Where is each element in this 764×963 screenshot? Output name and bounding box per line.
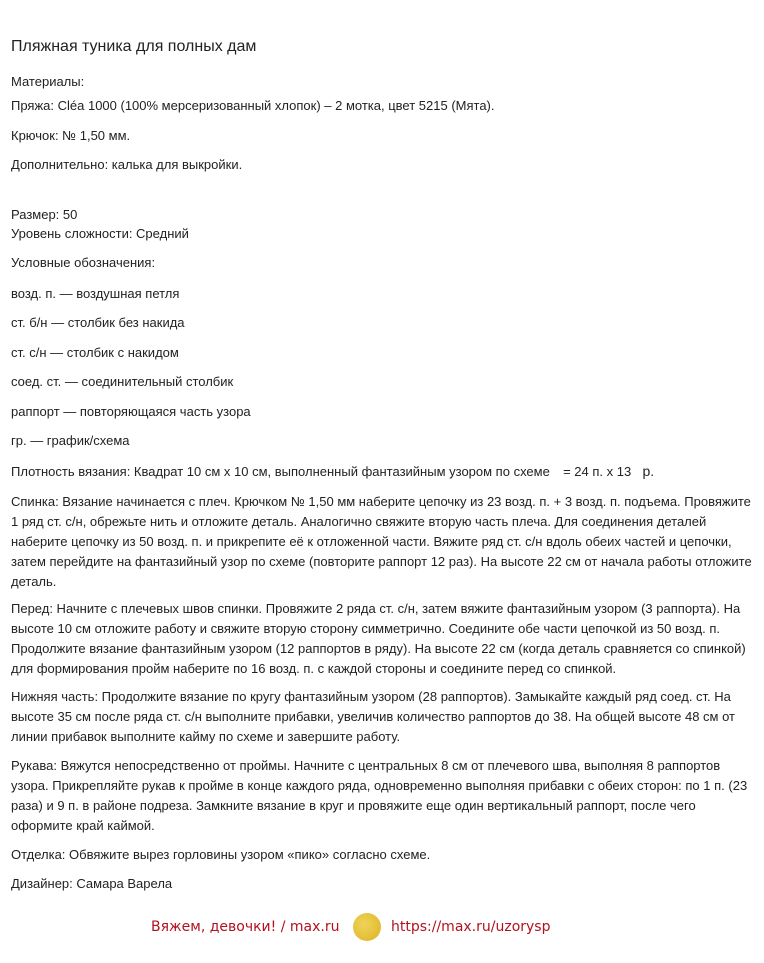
front-paragraph: Перед: Начните с плечевых швов спинки. Провяжите 2 ряда ст. с/н, затем вяжите фантазийным узором (3 раппорта). На высоте 10 см отложите работу и свяжите вторую сторону симметрично. Соедините обе части цепочкой из 50 возд. п. Продолжите вязание фантазийным узором (12 раппортов в ряду). На высоте 22 см (когда деталь сравняется со спинкой) для формирования пройм наберите по 16 возд. п. с каждой стороны и соедините перед со спинкой. xyxy=(11,601,746,676)
yarn-line: Пряжа: Cléa 1000 (100% мерсеризованный хлопок) – 2 мотка, цвет 5215 (Мята). xyxy=(11,98,495,113)
designer-line: Дизайнер: Самара Варела xyxy=(11,876,173,891)
extra-line: Дополнительно: калька для выкройки. xyxy=(11,157,243,172)
legend-item: гр. — график/схема xyxy=(11,433,130,448)
size-line: Размер: 50 xyxy=(11,207,78,222)
density-line xyxy=(11,463,654,480)
density-text: Плотность вязания: Квадрат 10 см х 10 см, выполненный фантазийным узором по схеме xyxy=(11,464,550,479)
legend-item: возд. п. — воздушная петля xyxy=(11,286,180,301)
density-unit: р. xyxy=(642,463,655,479)
legend-heading: Условные обозначения: xyxy=(11,255,156,270)
legend-item: раппорт — повторяющаяся часть узора xyxy=(11,404,251,419)
bottom-paragraph: Нижняя часть: Продолжите вязание по кругу фантазийным узором (28 раппортов). Замыкайте каждый ряд соед. ст. На высоте 35 см после ряда ст. с/н выполните прибавки, увеличив количество раппортов до 38. На общей высоте 48 см от линии прибавок выполните кайму по схеме и завершите работу. xyxy=(11,689,735,744)
legend-item: ст. с/н — столбик с накидом xyxy=(11,345,179,360)
back-paragraph: Спинка: Вязание начинается с плеч. Крючком № 1,50 мм наберите цепочку из 23 возд. п. + 3 возд. п. подъема. Провяжите 1 ряд ст. с/н, обрежьте нить и отложите деталь. Аналогично свяжите вторую часть плеча. Для соединения деталей наберите цепочку из 50 возд. п. и прикрепите её к отложенной части. Вяжите ряд ст. с/н вдоль обеих частей и цепочки, затем перейдите на фантазийный узор по схеме (повторите раппорт 12 раз). На высоте 22 см от начала работы отложите деталь. xyxy=(11,494,752,589)
sleeves-paragraph: Рукава: Вяжутся непосредственно от проймы. Начните с центральных 8 см от плечевого шва, выполняя 8 раппортов узора. Прикрепляйте рукав к пройме в конце каждого ряда, одновременно выполняя прибавки с обеих сторон: по 1 п. (23 раза) и 9 п. в районе подреза. Замкните вязание в круг и провяжите еще один вертикальный раппорт, после чего оформите край каймой. xyxy=(11,758,748,833)
difficulty-line: Уровень сложности: Средний xyxy=(11,226,189,241)
legend-item: соед. ст. — соединительный столбик xyxy=(11,374,234,389)
legend-item: ст. б/н — столбик без накида xyxy=(11,315,185,330)
footer-bar xyxy=(0,913,764,943)
density-value: = 24 п. х 13 xyxy=(563,464,632,479)
channel-url-link[interactable]: https://max.ru/uzorysp xyxy=(391,919,551,935)
yarn-ball-icon xyxy=(353,913,381,941)
finishing-line: Отделка: Обвяжите вырез горловины узором «пико» согласно схеме. xyxy=(11,847,431,862)
document-title: Пляжная туника для полных дам xyxy=(11,38,257,55)
community-link[interactable]: Вяжем, девочки! / max.ru xyxy=(151,919,340,935)
hook-line: Крючок: № 1,50 мм. xyxy=(11,128,131,143)
materials-heading: Материалы: xyxy=(11,74,85,89)
